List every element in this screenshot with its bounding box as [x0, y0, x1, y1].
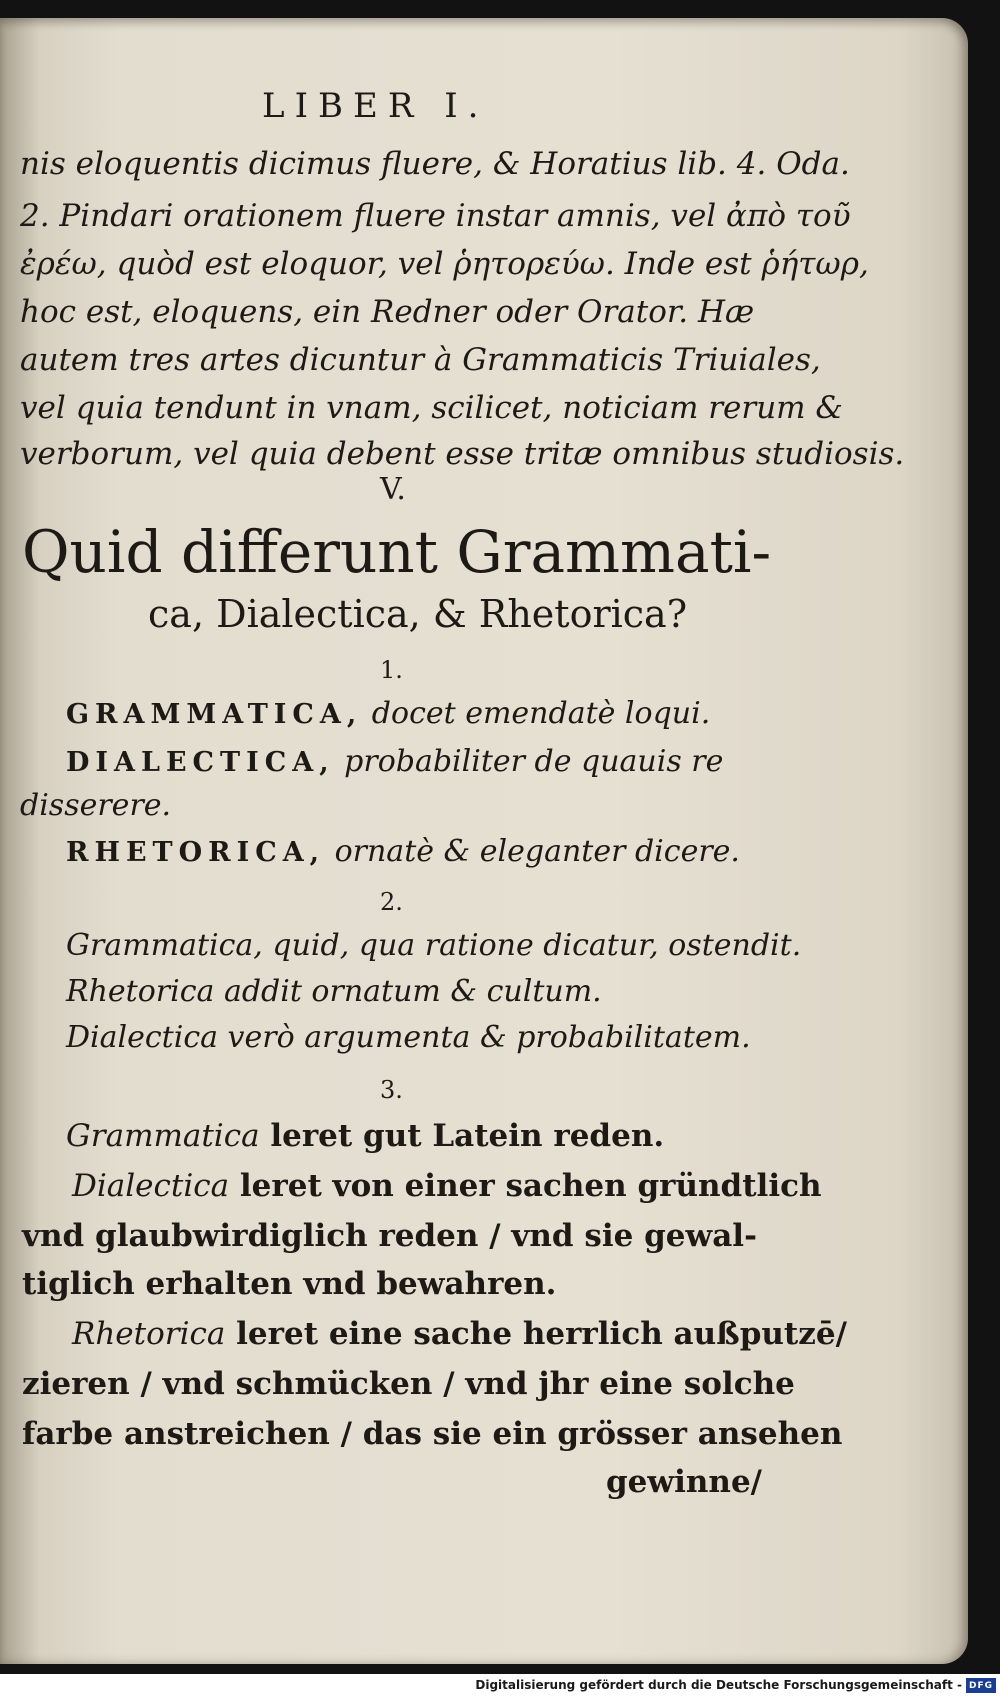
term: Rhetorica [72, 1316, 226, 1352]
question-heading-line2: ca, Dialectica, & Rhetorica? [148, 592, 688, 636]
dialectica-definition [66, 744, 723, 779]
part3-line: zieren / vnd schmücken / vnd jhr eine solche [22, 1366, 795, 1402]
part-number: 2. [380, 888, 403, 916]
definition-text: docet emendatè loqui. [362, 696, 711, 731]
part3-line [72, 1316, 847, 1352]
part2-line: Grammatica, quid, qua ratione dicatur, ostendit. [66, 928, 802, 963]
paragraph-line: vel quia tendunt in vnam, scilicet, noticiam rerum & [20, 390, 844, 426]
paragraph-line: autem tres artes dicuntur à Grammaticis Triuiales, [20, 342, 821, 378]
catchword: gewinne/ [606, 1464, 762, 1500]
rhetorica-definition [66, 834, 740, 869]
term: RHETORICA, [66, 837, 326, 868]
paragraph-line: hoc est, eloquens, ein Redner oder Orator. Hæ [20, 294, 755, 330]
part3-line: vnd glaubwirdiglich reden / vnd sie gewal- [22, 1218, 757, 1254]
part3-line [72, 1168, 822, 1204]
german-text: leret gut Latein reden. [259, 1118, 665, 1154]
german-text: leret eine sache herrlich außputzē/ [225, 1316, 847, 1352]
part3-line [66, 1118, 664, 1154]
funding-credit: Digitalisierung gefördert durch die Deutsche Forschungsgemeinschaft - [475, 1678, 962, 1692]
part2-line: Dialectica verò argumenta & probabilitatem. [66, 1020, 751, 1055]
running-head: LIBER I. [262, 86, 489, 126]
term: GRAMMATICA, [66, 699, 363, 730]
dialectica-definition-cont: disserere. [20, 788, 172, 823]
section-number: V. [380, 472, 406, 507]
definition-text: ornatè & eleganter dicere. [325, 834, 740, 869]
paragraph-line: ἐρέω, quòd est eloquor, vel ῥητορεύω. Inde est ῥήτωρ, [20, 246, 869, 282]
part3-line: farbe anstreichen / das sie ein grösser ansehen [22, 1416, 843, 1452]
part-number: 3. [380, 1076, 403, 1104]
definition-text: probabiliter de quauis re [334, 744, 724, 779]
question-heading-line1: Quid differunt Grammati- [22, 518, 772, 586]
dfg-logo: DFG [966, 1678, 996, 1693]
paragraph-line: nis eloquentis dicimus fluere, & Horatius lib. 4. Oda. [20, 146, 850, 182]
german-text: leret von einer sachen gründtlich [229, 1168, 822, 1204]
part3-line: tiglich erhalten vnd bewahren. [22, 1266, 557, 1302]
footer-bar [0, 1674, 1000, 1697]
paragraph-line: verborum, vel quia debent esse tritæ omnibus studiosis. [20, 436, 905, 472]
part-number: 1. [380, 656, 403, 684]
paragraph-line: 2. Pindari orationem fluere instar amnis, vel ἀπὸ τοῦ [20, 198, 851, 234]
term: Dialectica [72, 1168, 230, 1204]
term: DIALECTICA, [66, 747, 335, 778]
part2-line: Rhetorica addit ornatum & cultum. [66, 974, 602, 1009]
grammatica-definition [66, 696, 710, 731]
term: Grammatica [66, 1118, 260, 1154]
